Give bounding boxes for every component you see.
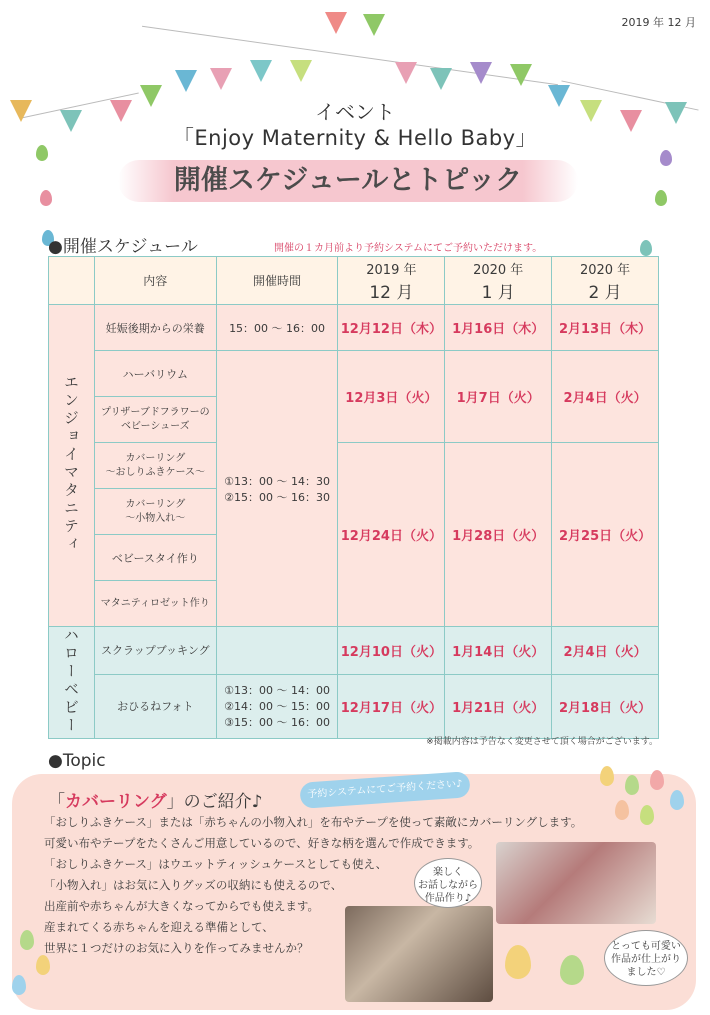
date-cell: 2月18日（火）: [552, 674, 659, 738]
bubble-line: 作品作り♪: [424, 893, 472, 904]
group-label: ハローベビー: [61, 627, 80, 735]
row-content: [94, 397, 216, 443]
time-slot: ②15：00 ～ 16：30: [224, 490, 330, 504]
reservation-badge: 予約システムにてご予約ください♪: [299, 771, 470, 809]
year-label: 2020 年: [579, 262, 631, 278]
header-month-1: [338, 257, 445, 305]
row-time: [216, 674, 338, 738]
row-time-blank: [216, 627, 338, 675]
date-cell: 1月14日（火）: [445, 627, 552, 675]
reservation-note: 開催の１カ月前より予約システムにてご予約いただけます。: [274, 243, 543, 254]
row-time: 15：00 ～ 16：00: [216, 305, 338, 351]
date-cell: 12月3日（火）: [338, 351, 445, 443]
header-time: 開催時間: [216, 257, 338, 305]
date-cell: 2月4日（火）: [552, 351, 659, 443]
header-blank: [49, 257, 95, 305]
body-line: 「おしりふきケース」または「赤ちゃんの小物入れ」を布やテープを使って素敵にカバーリングします。: [44, 815, 583, 829]
content-line: ～小物入れ～: [125, 512, 186, 524]
table-row: [49, 305, 659, 351]
date-cell: 12月12日（木）: [338, 305, 445, 351]
content-line: プリザーブドフラワーの: [101, 406, 210, 418]
content-line: ～おしりふきケース～: [105, 466, 206, 478]
group-hello-baby: [49, 627, 95, 739]
workshop-photo: [345, 906, 493, 1002]
row-content: [94, 443, 216, 489]
time-slot: ①13：00 ～ 14：00: [224, 684, 330, 698]
date-cell: 1月7日（火）: [445, 351, 552, 443]
row-content: 妊娠後期からの栄養: [94, 305, 216, 351]
table-row: [49, 351, 659, 397]
body-line: 産まれてくる赤ちゃんを迎える準備として、: [44, 920, 274, 934]
date-cell: 12月10日（火）: [338, 627, 445, 675]
page-title: 開催スケジュールとトピック: [118, 160, 578, 202]
content-line: カバーリング: [125, 498, 186, 510]
covered-cases-photo: [496, 842, 656, 924]
body-line: 「小物入れ」はお気に入りグッズの収納にも使えるので、: [44, 878, 343, 892]
date-cell: 12月24日（火）: [338, 443, 445, 627]
group-enjoy-maternity: [49, 305, 95, 627]
header-month-3: [552, 257, 659, 305]
issue-date: 2019 年 12 月: [621, 16, 696, 29]
footnote: ※掲載内容は予告なく変更させて頂く場合がございます。: [426, 737, 658, 747]
group-label: エンジョイマタニティ: [61, 374, 80, 554]
body-line: 出産前や赤ちゃんが大きくなってからでも使えます。: [44, 899, 319, 913]
table-row: [49, 443, 659, 489]
event-name: 「Enjoy Maternity & Hello Baby」: [172, 126, 538, 150]
row-content: [94, 489, 216, 535]
content-line: ベビーシューズ: [120, 420, 190, 432]
date-cell: 1月16日（木）: [445, 305, 552, 351]
bubble-line: 作品が仕上がり: [611, 954, 681, 965]
speech-bubble-fun: [414, 858, 482, 908]
date-cell: 1月21日（火）: [445, 674, 552, 738]
row-content: マタニティロゼット作り: [94, 581, 216, 627]
year-label: 2020 年: [473, 262, 524, 278]
header-content: 内容: [94, 257, 216, 305]
date-cell: 1月28日（火）: [445, 443, 552, 627]
month-label: 12 月: [369, 282, 414, 303]
schedule-table: [48, 256, 659, 739]
table-row: [49, 674, 659, 738]
bubble-line: お話しながら: [418, 880, 478, 891]
row-content: おひるねフォト: [94, 674, 216, 738]
year-label: 2019 年: [366, 262, 417, 278]
body-line: 可愛い布やテープをたくさんご用意しているので、好きな柄を選んで作成できます。: [44, 836, 480, 850]
schedule-section-title: ●開催スケジュール: [48, 237, 198, 257]
speech-bubble-cute: [604, 930, 688, 986]
event-label: イベント: [315, 100, 395, 124]
date-cell: 2月4日（火）: [552, 627, 659, 675]
bubble-line: とっても可愛い: [611, 941, 681, 952]
row-content: ハーバリウム: [94, 351, 216, 397]
row-content: スクラップブッキング: [94, 627, 216, 675]
topic-heading: [48, 787, 263, 812]
topic-section-title: ●Topic: [48, 751, 106, 771]
body-line: 「おしりふきケース」はウエットティッシュケースとしても使え、: [44, 857, 388, 871]
date-cell: 12月17日（火）: [338, 674, 445, 738]
table-header-row: [49, 257, 659, 305]
bubble-line: 楽しく: [433, 867, 463, 878]
heading-keyword: カバーリング: [65, 792, 167, 812]
body-line: 世界に１つだけのお気に入りを作ってみませんか？: [44, 941, 309, 955]
table-row: [49, 627, 659, 675]
header-month-2: [445, 257, 552, 305]
month-label: 2 月: [588, 282, 622, 303]
content-line: カバーリング: [125, 452, 186, 464]
date-cell: 2月25日（火）: [552, 443, 659, 627]
row-content: ベビースタイ作り: [94, 535, 216, 581]
heading-suffix: 」のご紹介♪: [166, 792, 263, 812]
time-slot: ③15：00 ～ 16：00: [224, 716, 330, 730]
heading-bracket: 「: [48, 792, 65, 812]
month-label: 1 月: [481, 282, 515, 303]
bubble-line: ました♡: [626, 967, 666, 978]
time-slot: ②14：00 ～ 15：00: [224, 700, 330, 714]
date-cell: 2月13日（木）: [552, 305, 659, 351]
row-time: [216, 351, 338, 627]
time-slot: ①13：00 ～ 14：30: [224, 474, 330, 488]
